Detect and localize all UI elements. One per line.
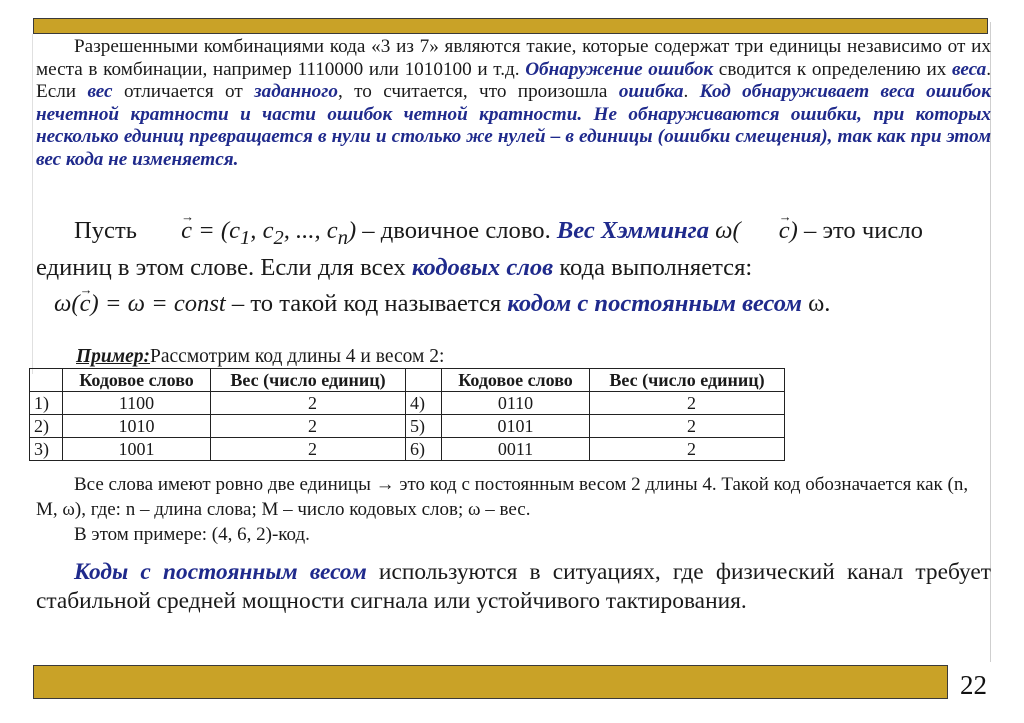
emphasis-given: заданного [254,81,338,102]
weight-cell: 2 [211,415,406,438]
code-word-cell: 1001 [63,438,211,461]
page-number: 22 [960,670,987,700]
emphasis-constant-weight-code: кодом с постоянным весом [507,289,802,317]
text: – двоичное слово. [356,217,557,244]
bottom-decor-bar [33,665,948,699]
top-decor-bar [33,18,988,34]
row-number: 3) [30,438,63,461]
emphasis-weight: веса [951,58,987,80]
example-result: В этом примере: (4, 6, 2)-код. [74,524,310,545]
table-row [30,438,785,461]
text: Пусть [74,217,144,244]
text: – то такой код называется [225,289,508,317]
code-word-cell: 0101 [442,415,590,438]
table-header-row [30,369,785,392]
application-paragraph [36,558,991,616]
header-cell [30,369,63,392]
summary-text: Все слова имеют ровно две единицы → это код с постоянным весом 2 длины 4. Такой код обозначается как (n, M, ω), где: n – длина слова; M – число кодовых слов; ω – вес. [36,474,969,520]
row-number: 5) [406,415,442,438]
row-number: 4) [406,392,442,415]
example-text: Рассмотрим код длины 4 и весом 2: [150,346,445,367]
weight-cell: 2 [590,392,785,415]
text: кода выполняется: [553,253,753,281]
row-number: 6) [406,438,442,461]
header-code-word: Кодовое слово [442,369,590,392]
frame-line [32,34,33,374]
summary-paragraph [36,472,991,547]
text: используются в ситуациях, где физический канал требует стабильной средней мощности сигнала или устойчивого тактирования. [36,559,991,614]
text: , то считается, что произошла [337,81,619,102]
header-code-word: Кодовое слово [63,369,211,392]
weight-cell: 2 [211,392,406,415]
code-word-cell: 0110 [442,392,590,415]
table-row [30,415,785,438]
formula-const-weight: ω(→ c) = ω = const [54,290,226,317]
weight-cell: 2 [590,438,785,461]
emphasis-detection-rule: Код обнаруживает веса ошибок нечетной кратности и части ошибок четной кратности. Не обнаруживаются ошибки, при которых несколько единиц превращается в нули и столько же нулей – в единицы (ошибки смещения), так как при этом вес кода не изменяется. [36,81,991,170]
row-number: 1) [30,392,63,415]
header-cell [406,369,442,392]
code-word-cell: 1100 [63,392,211,415]
code-word-cell: 1010 [63,415,211,438]
header-weight: Вес (число единиц) [211,369,406,392]
emphasis-constant-weight-codes: Коды с постоянным весом [74,559,367,585]
intro-paragraph [36,36,991,171]
example-label: Пример: [76,346,151,367]
row-number: 2) [30,415,63,438]
emphasis-weight: вес [87,81,113,102]
example-table [29,368,785,461]
text: . [683,81,700,102]
header-weight: Вес (число единиц) [590,369,785,392]
emphasis-error: ошибка [618,81,684,102]
text: ω. [801,289,831,317]
code-word-cell: 0011 [442,438,590,461]
formula-weight: ω(→ c) [709,217,798,244]
weight-cell: 2 [590,415,785,438]
table-row [30,392,785,415]
text: – это число единиц в этом слове. Если для всех [36,217,923,281]
text: Разрешенными комбинациями кода «3 из 7» являются такие, которые содержат три единицы независимо от их места в комбинации, например 1110000 или 1010100 и т.д. [36,36,991,80]
formula-binary-word: → $c = (c_1$, $c_2$, ..., $c_n$) [143,217,356,244]
hamming-weight-paragraph [36,216,991,319]
text: отличается от [112,81,255,102]
text: сводится к определению их [713,58,952,80]
weight-cell: 2 [211,438,406,461]
emphasis-error-detection: Обнаружение ошибок [525,58,714,80]
emphasis-code-words: кодовых слов [411,253,554,281]
text: . Если [36,58,991,102]
example-heading [76,346,444,368]
emphasis-hamming-weight: Вес Хэмминга [556,217,710,244]
